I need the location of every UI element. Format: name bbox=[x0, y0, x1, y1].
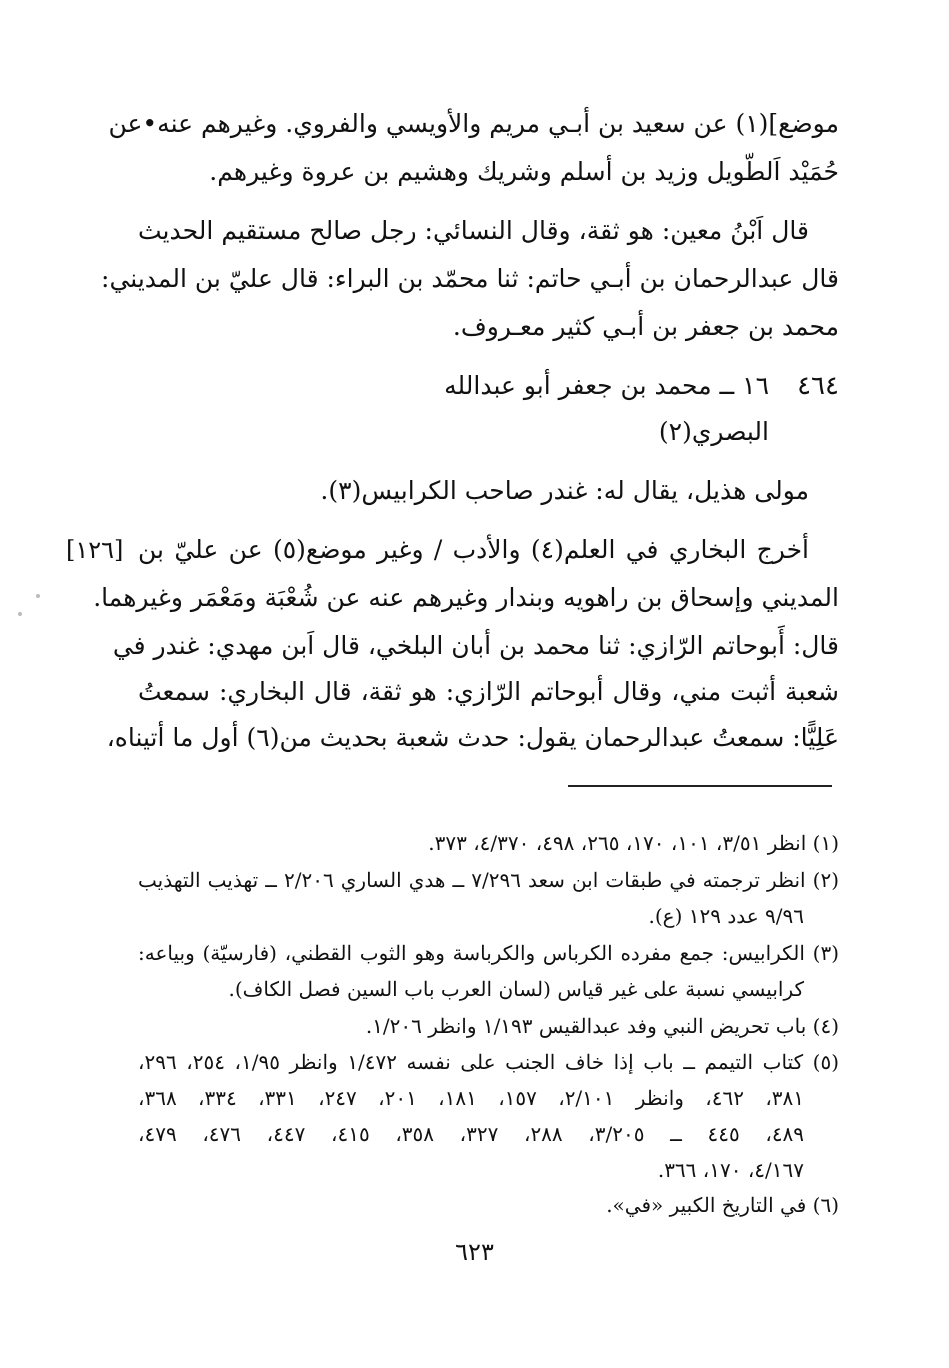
footnote-4: (٤) باب تحريض النبي وفد عبدالقيس ١/١٩٣ وانظر ١/٢٠٦. bbox=[365, 1014, 839, 1038]
footnote-6: (٦) في التاريخ الكبير «في». bbox=[606, 1193, 839, 1217]
footnote-3: (٣) الكرابيس: جمع مفرده الكرباس والكرباسة وهو الثوب القطني، (فارسيّة) وبياعه: bbox=[138, 941, 839, 965]
body-line-3: قال اَبْنُ معين: هو ثقة، وقال النسائي: رجل صالح مستقيم الحديث bbox=[138, 216, 809, 245]
body-line-2: حُمَيْد اَلطّويل وزيد بن أسلم وشريك وهشيم بن عروة وغيرهم. bbox=[209, 157, 839, 186]
entry-number: ٤٦٤ bbox=[797, 371, 839, 401]
page-number: ٦٢٣ bbox=[455, 1238, 494, 1266]
margin-page-reference: [١٢٦] bbox=[66, 536, 124, 564]
footnote-5: (٥) كتاب التيمم ــ باب إذا خاف الجنب على نفسه ١/٤٧٢ وانظر ١/٩٥، ٢٥٤، ٢٩٦، bbox=[138, 1050, 840, 1074]
scan-speck bbox=[18, 612, 22, 616]
body-line-10: شعبة أثبت مني، وقال أبوحاتم الرّازي: هو ثقة، قال البخاري: سمعتُ bbox=[138, 677, 839, 706]
body-line-6: مولى هذيل، يقال له: غندر صاحب الكرابيس(٣). bbox=[320, 476, 809, 505]
footnote-5-line-2: ٣٨١، ٤٦٢، وانظر ٢/١٠١، ١٥٧، ١٨١، ٢٠١، ٢٤٧، ٣٣١، ٣٣٤، ٣٦٨، bbox=[138, 1086, 805, 1110]
body-line-8: المديني وإسحاق بن راهويه وبندار وغيرهم عنه عن شُعْبَة ومَعْمَر وغيرهما. bbox=[93, 583, 839, 612]
footnote-3-continued: كرابيسي نسبة على غير قياس (لسان العرب باب السين فصل الكاف). bbox=[228, 977, 804, 1001]
body-line-7: أخرج البخاري في العلم(٤) والأدب / وغير موضع(٥) عن عليّ بن bbox=[138, 535, 809, 564]
body-line-9: قال: أَبوحاتم الرّازي: ثنا محمد بن أبان البلخي، قال اَبن مهدي: غندر في bbox=[112, 631, 839, 660]
body-line-11: عَلِيًّا: سمعتُ عبدالرحمان يقول: حدث شعبة بحديث من(٦) أول ما أتيناه، bbox=[106, 723, 839, 752]
footnote-5-line-3: ٤٨٩، ٤٤٥ ــ ٣/٢٠٥، ٢٨٨، ٣٢٧، ٣٥٨، ٤١٥، ٤٤٧، ٤٧٦، ٤٧٩، bbox=[138, 1122, 805, 1146]
scan-speck bbox=[36, 594, 40, 598]
footnote-separator bbox=[568, 785, 832, 787]
footnote-2: (٢) انظر ترجمته في طبقات ابن سعد ٧/٢٩٦ ــ هدي الساري ٢/٢٠٦ ــ تهذيب التهذيب bbox=[138, 868, 840, 892]
entry-heading-continued: البصري(٢) bbox=[658, 417, 769, 446]
body-line-4: قال عبدالرحمان بن أبـي حاتم: ثنا محمّد بن البراء: قال عليّ بن المديني: bbox=[101, 264, 839, 293]
footnote-2-continued: ٩/٩٦ عدد ١٢٩ (ع). bbox=[648, 904, 804, 928]
entry-heading: ١٦ ــ محمد بن جعفر أبو عبدالله bbox=[444, 371, 769, 400]
footnote-1: (١) انظر ٣/٥١، ١٠١، ١٧٠، ٢٦٥، ٤٩٨، ٤/٣٧٠، ٣٧٣. bbox=[428, 831, 839, 855]
body-line-5: محمد بن جعفر بن أبـي كثير معـروف. bbox=[452, 312, 839, 341]
body-line-1: موضع](١) عن سعيد بن أبـي مريم والأويسي والفروي. وغيرهم عنه•عن bbox=[108, 109, 839, 138]
footnote-5-line-4: ٤/١٦٧، ١٧٠، ٣٦٦. bbox=[657, 1158, 804, 1182]
